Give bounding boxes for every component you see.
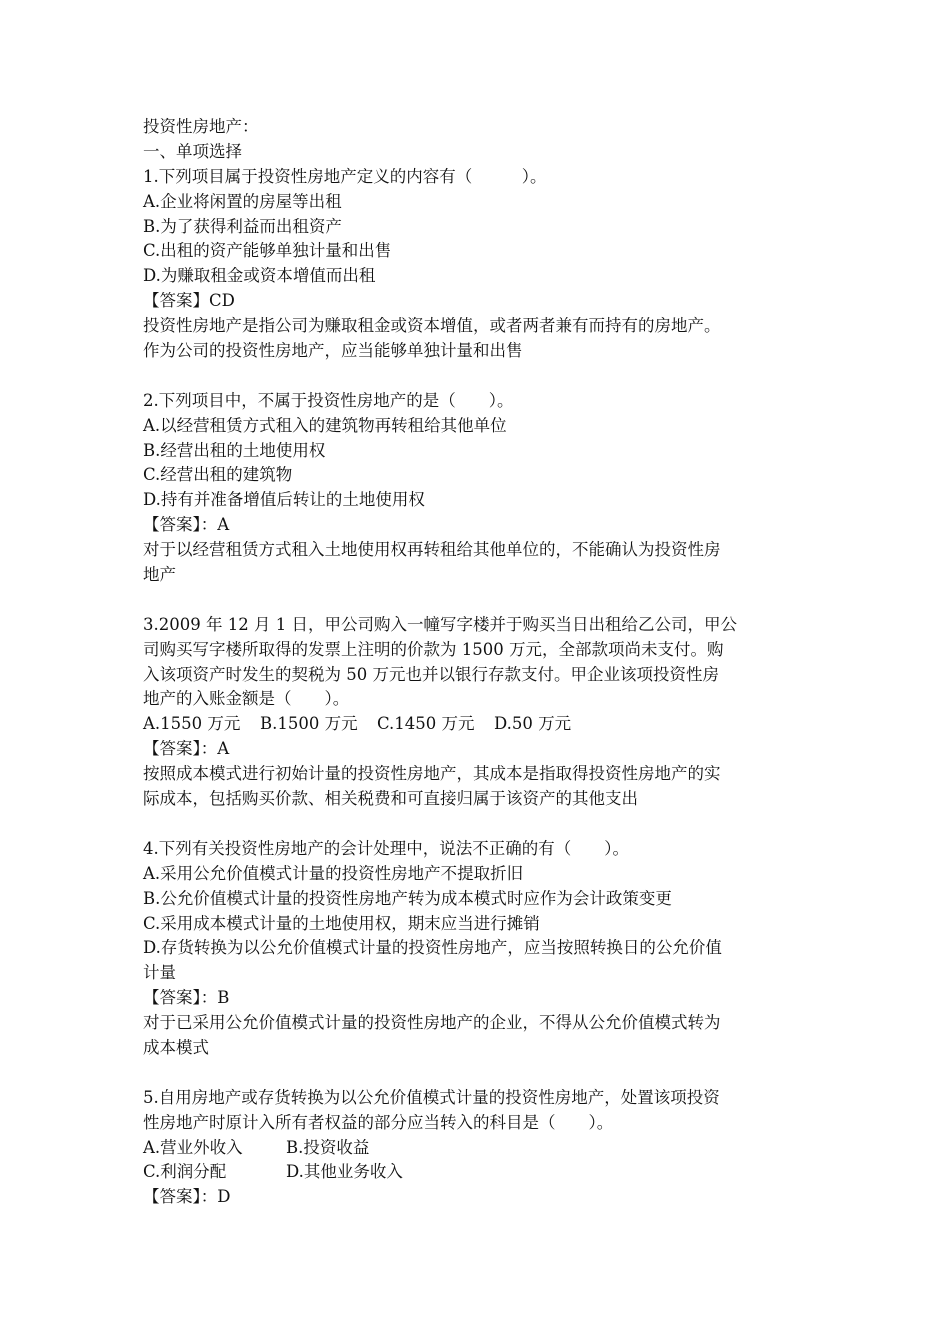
question-text-line: 3.2009 年 12 月 1 日，甲公司购入一幢写字楼并于购买当日出租给乙公司，甲公 (143, 614, 737, 634)
question-text-line: 司购买写字楼所取得的发票上注明的价款为 1500 万元，全部款项尚未支付。购 (143, 639, 724, 659)
option-c: C.经营出租的建筑物 (143, 465, 293, 485)
answer: 【答案】：D (143, 1187, 231, 1207)
question-text-line: 地产的入账金额是（ ）。 (143, 689, 350, 709)
option-c: C.采用成本模式计量的土地使用权，期末应当进行摊销 (143, 913, 540, 933)
option-c: C.利润分配 (143, 1162, 227, 1182)
document-page (143, 115, 811, 1210)
explanation-line: 成本模式 (143, 1037, 209, 1057)
explanation-line: 按照成本模式进行初始计量的投资性房地产，其成本是指取得投资性房地产的实 (143, 764, 721, 784)
question-text-line: 入该项资产时发生的契税为 50 万元也并以银行存款支付。甲企业该项投资性房 (143, 664, 719, 684)
options-row (143, 1136, 811, 1161)
explanation-line: 作为公司的投资性房地产，应当能够单独计量和出售 (143, 341, 523, 361)
option-d: D.其他业务收入 (286, 1162, 403, 1182)
option-d: D.50 万元 (494, 714, 572, 734)
option-a: A.1550 万元 (143, 714, 241, 734)
option-b: B.为了获得利益而出租资产 (143, 216, 342, 236)
question-3 (143, 613, 811, 812)
options-row (143, 1160, 811, 1185)
option-a: A.营业外收入 (143, 1137, 243, 1157)
question-text: 4.下列有关投资性房地产的会计处理中，说法不正确的有（ ）。 (143, 838, 629, 858)
doc-title: 投资性房地产： (143, 117, 259, 136)
option-b: B.投资收益 (286, 1137, 370, 1157)
option-c: C.出租的资产能够单独计量和出售 (143, 241, 392, 261)
question-5 (143, 1086, 811, 1210)
question-text-line: 5.自用房地产或存货转换为以公允价值模式计量的投资性房地产，处置该项投资 (143, 1087, 720, 1107)
option-d: D.为赚取租金或资本增值而出租 (143, 266, 376, 286)
answer: 【答案】CD (143, 291, 235, 311)
options-inline (143, 712, 811, 737)
option-d: D.持有并准备增值后转让的土地使用权 (143, 490, 425, 510)
question-text: 2.下列项目中，不属于投资性房地产的是（ ）。 (143, 390, 514, 410)
answer: 【答案】：A (143, 739, 230, 759)
explanation-line: 对于已采用公允价值模式计量的投资性房地产的企业，不得从公允价值模式转为 (143, 1013, 721, 1033)
option-b: B.经营出租的土地使用权 (143, 440, 326, 460)
answer: 【答案】：A (143, 515, 230, 535)
option-b: B.1500 万元 (260, 714, 358, 734)
answer: 【答案】：B (143, 988, 230, 1008)
explanation-line: 际成本，包括购买价款、相关税费和可直接归属于该资产的其他支出 (143, 789, 638, 809)
question-2 (143, 389, 811, 588)
option-a: A.以经营租赁方式租入的建筑物再转租给其他单位 (143, 415, 507, 435)
option-c: C.1450 万元 (377, 714, 475, 734)
option-a: A.企业将闲置的房屋等出租 (143, 191, 342, 211)
explanation-line: 对于以经营租赁方式租入土地使用权再转租给其他单位的，不能确认为投资性房 (143, 540, 721, 560)
section-heading: 一、单项选择 (143, 141, 242, 161)
explanation-line: 投资性房地产是指公司为赚取租金或资本增值，或者两者兼有而持有的房地产。 (143, 316, 721, 336)
question-1 (143, 165, 811, 364)
option-d-continued: 计量 (143, 963, 176, 983)
question-text: 1.下列项目属于投资性房地产定义的内容有（ ）。 (143, 166, 547, 186)
question-text-line: 性房地产时原计入所有者权益的部分应当转入的科目是（ ）。 (143, 1112, 614, 1132)
option-b: B.公允价值模式计量的投资性房地产转为成本模式时应作为会计政策变更 (143, 888, 672, 908)
option-d: D.存货转换为以公允价值模式计量的投资性房地产，应当按照转换日的公允价值 (143, 938, 722, 958)
explanation-line: 地产 (143, 565, 176, 585)
option-a: A.采用公允价值模式计量的投资性房地产不提取折旧 (143, 863, 524, 883)
question-4 (143, 837, 811, 1061)
